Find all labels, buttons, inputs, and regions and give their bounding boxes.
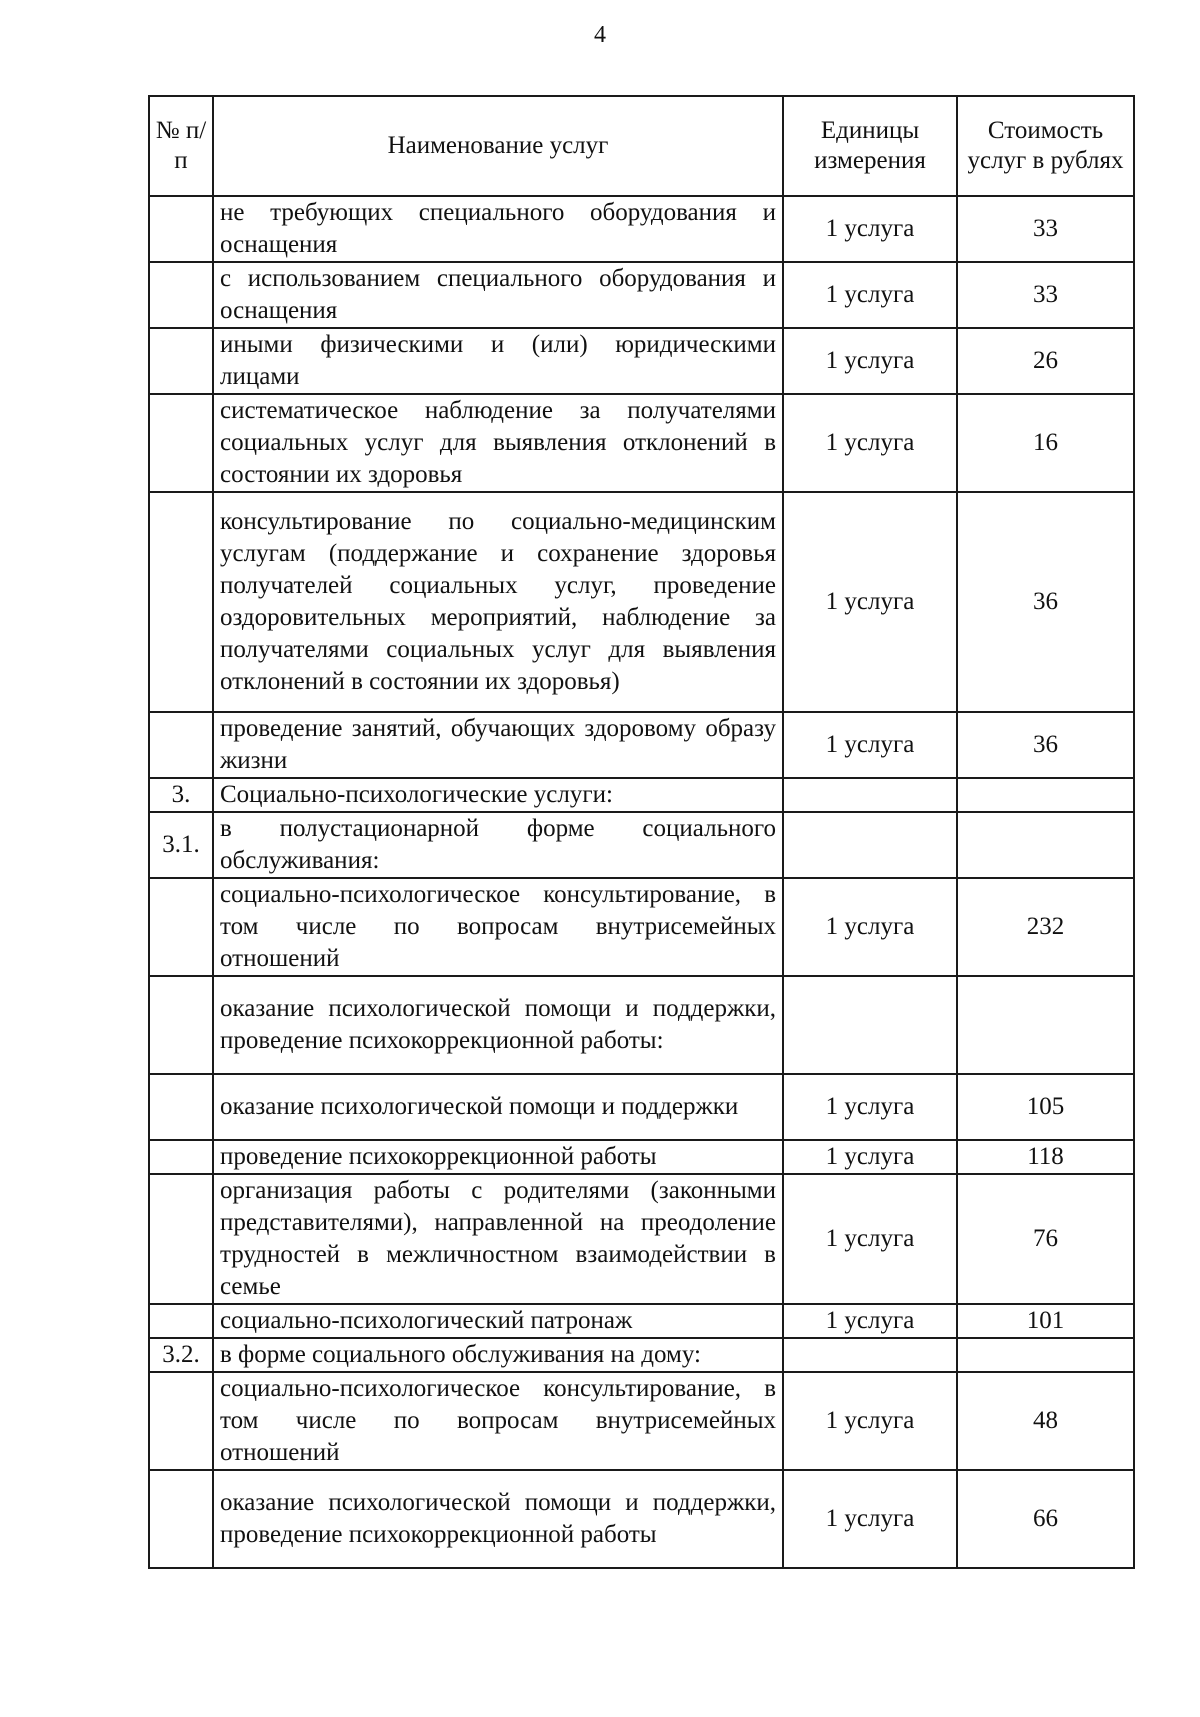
- row-unit: 1 услуга: [783, 328, 957, 394]
- row-number: [149, 262, 213, 328]
- row-number: [149, 712, 213, 778]
- row-unit: 1 услуга: [783, 1074, 957, 1140]
- row-number: [149, 394, 213, 492]
- row-cost: 16: [957, 394, 1134, 492]
- table-row: [149, 394, 1134, 492]
- row-unit: [783, 778, 957, 812]
- row-unit: 1 услуга: [783, 492, 957, 712]
- row-cost: 76: [957, 1174, 1134, 1304]
- table-row: [149, 196, 1134, 262]
- table-header-row: [149, 96, 1134, 196]
- row-cost: [957, 976, 1134, 1074]
- row-service-name: оказание психологической помощи и поддержки, проведение психокоррекционной работы:: [213, 976, 783, 1074]
- table-row: [149, 1174, 1134, 1304]
- header-cost: Стоимость услуг в рублях: [957, 96, 1134, 196]
- table-row: [149, 1338, 1134, 1372]
- row-number: [149, 976, 213, 1074]
- row-cost: 105: [957, 1074, 1134, 1140]
- row-number: [149, 878, 213, 976]
- header-unit: Единицы измерения: [783, 96, 957, 196]
- row-unit: 1 услуга: [783, 1140, 957, 1174]
- table-row: [149, 328, 1134, 394]
- table-row: [149, 492, 1134, 712]
- row-cost: 26: [957, 328, 1134, 394]
- row-service-name: с использованием специального оборудования и оснащения: [213, 262, 783, 328]
- row-number: [149, 1174, 213, 1304]
- row-service-name: социально-психологическое консультирование, в том числе по вопросам внутрисемейных отношений: [213, 1372, 783, 1470]
- row-cost: [957, 812, 1134, 878]
- row-service-name: проведение занятий, обучающих здоровому образу жизни: [213, 712, 783, 778]
- header-service-name: Наименование услуг: [213, 96, 783, 196]
- row-number: [149, 1470, 213, 1568]
- row-unit: 1 услуга: [783, 1470, 957, 1568]
- row-service-name: оказание психологической помощи и поддержки, проведение психокоррекционной работы: [213, 1470, 783, 1568]
- header-number: № п/п: [149, 96, 213, 196]
- row-unit: [783, 812, 957, 878]
- table-row: [149, 712, 1134, 778]
- table-row: [149, 1372, 1134, 1470]
- row-number: [149, 196, 213, 262]
- row-service-name: Социально-психологические услуги:: [213, 778, 783, 812]
- row-cost: 33: [957, 262, 1134, 328]
- row-number: [149, 492, 213, 712]
- row-cost: 118: [957, 1140, 1134, 1174]
- row-cost: 33: [957, 196, 1134, 262]
- row-number: [149, 1372, 213, 1470]
- row-unit: 1 услуга: [783, 712, 957, 778]
- table-row: [149, 778, 1134, 812]
- table-row: [149, 1074, 1134, 1140]
- row-service-name: социально-психологическое консультирование, в том числе по вопросам внутрисемейных отношений: [213, 878, 783, 976]
- table-row: [149, 262, 1134, 328]
- row-service-name: не требующих специального оборудования и оснащения: [213, 196, 783, 262]
- row-unit: 1 услуга: [783, 878, 957, 976]
- row-number: 3.: [149, 778, 213, 812]
- row-unit: 1 услуга: [783, 1372, 957, 1470]
- services-price-table: [148, 95, 1135, 1569]
- row-unit: 1 услуга: [783, 1304, 957, 1338]
- row-cost: [957, 778, 1134, 812]
- row-number: [149, 1140, 213, 1174]
- row-unit: 1 услуга: [783, 394, 957, 492]
- row-service-name: систематическое наблюдение за получателями социальных услуг для выявления отклонений в состоянии их здоровья: [213, 394, 783, 492]
- row-unit: [783, 1338, 957, 1372]
- table-row: [149, 976, 1134, 1074]
- row-unit: [783, 976, 957, 1074]
- row-service-name: организация работы с родителями (законными представителями), направленной на преодоление трудностей в межличностном взаимодействии в семье: [213, 1174, 783, 1304]
- row-service-name: в полустационарной форме социального обслуживания:: [213, 812, 783, 878]
- row-cost: 101: [957, 1304, 1134, 1338]
- row-cost: 48: [957, 1372, 1134, 1470]
- row-service-name: консультирование по социально-медицинским услугам (поддержание и сохранение здоровья получателей социальных услуг, проведение оздоровительных мероприятий, наблюдение за получателями социальных услуг для выявления отклонений в состоянии их здоровья): [213, 492, 783, 712]
- row-service-name: проведение психокоррекционной работы: [213, 1140, 783, 1174]
- row-service-name: оказание психологической помощи и поддержки: [213, 1074, 783, 1140]
- row-service-name: иными физическими и (или) юридическими лицами: [213, 328, 783, 394]
- row-cost: 232: [957, 878, 1134, 976]
- row-number: [149, 328, 213, 394]
- row-number: [149, 1304, 213, 1338]
- row-cost: 66: [957, 1470, 1134, 1568]
- row-number: 3.1.: [149, 812, 213, 878]
- table-row: [149, 1140, 1134, 1174]
- table-row: [149, 1470, 1134, 1568]
- row-cost: [957, 1338, 1134, 1372]
- row-unit: 1 услуга: [783, 196, 957, 262]
- table-row: [149, 812, 1134, 878]
- table-row: [149, 1304, 1134, 1338]
- row-number: [149, 1074, 213, 1140]
- row-service-name: в форме социального обслуживания на дому:: [213, 1338, 783, 1372]
- row-unit: 1 услуга: [783, 262, 957, 328]
- row-number: 3.2.: [149, 1338, 213, 1372]
- row-service-name: социально-психологический патронаж: [213, 1304, 783, 1338]
- table-row: [149, 878, 1134, 976]
- row-cost: 36: [957, 712, 1134, 778]
- row-cost: 36: [957, 492, 1134, 712]
- row-unit: 1 услуга: [783, 1174, 957, 1304]
- page-number: 4: [594, 22, 606, 48]
